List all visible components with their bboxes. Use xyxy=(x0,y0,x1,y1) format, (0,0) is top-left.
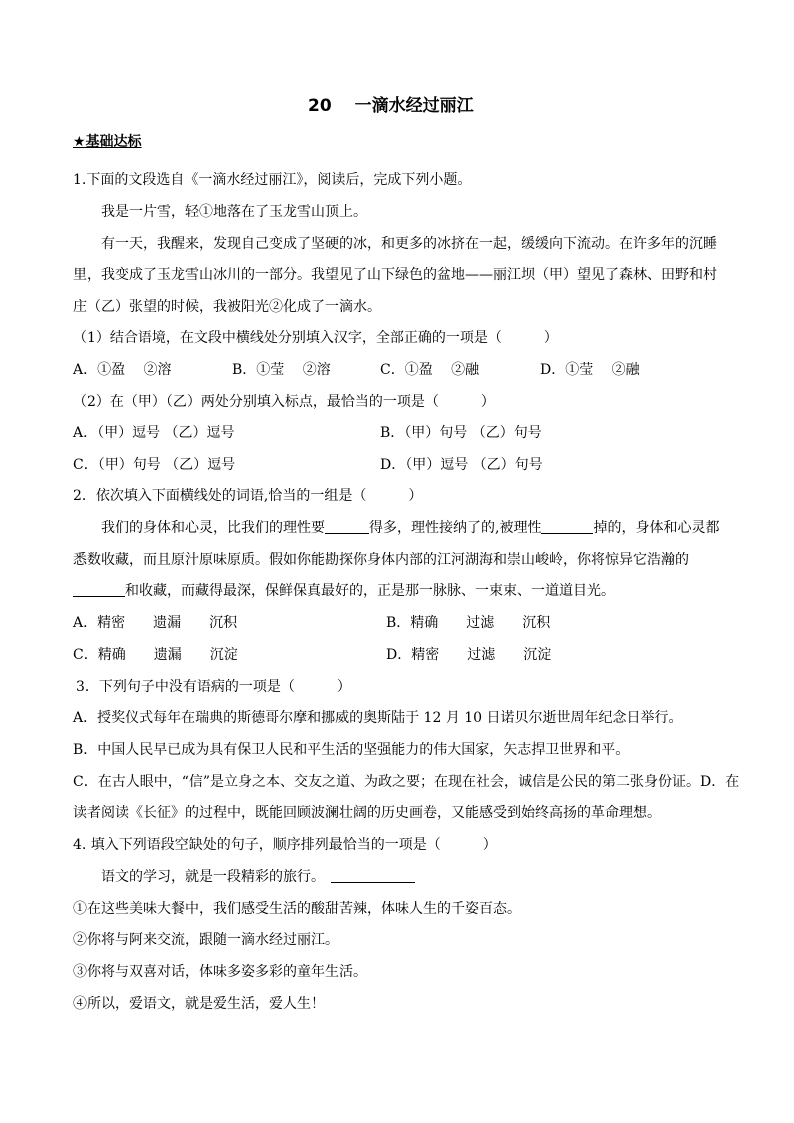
option-word: A．精密 xyxy=(73,615,126,631)
q1-sub2-option-c[interactable]: C．（甲）句号 （乙）逗号 xyxy=(73,457,236,473)
option-word: 遗漏 xyxy=(153,647,182,663)
q2-option-c[interactable] xyxy=(73,645,238,665)
q1-sub1-option-a[interactable]: A．①盈 ②溶 xyxy=(73,362,172,378)
q4-item: ①在这些美味大餐中，我们感受生活的酸甜苦辣，体味人生的千姿百态。 xyxy=(73,901,521,917)
option-word: 沉淀 xyxy=(523,647,552,663)
q1-sub2-stem: （2）在（甲）（乙）两处分别填入标点，最恰当的一项是（ ） xyxy=(73,394,495,410)
q2-option-b[interactable] xyxy=(386,613,550,633)
q3-option-b[interactable]: B．中国人民早已成为具有保卫人民和平生活的坚强能力的伟大国家，矢志捍卫世界和平。 xyxy=(73,742,630,758)
q1-sub1-option-d[interactable]: D．①莹 ②融 xyxy=(540,362,640,378)
option-word: C．精确 xyxy=(73,647,126,663)
option-word: B．精确 xyxy=(386,615,439,631)
q2-passage-text: 和收藏，而藏得最深，保鲜保真最好的，正是那一脉脉、一束束、一道道目光。 xyxy=(125,583,615,599)
question-3-stem: 3．下列句子中没有语病的一项是（ ） xyxy=(76,679,351,695)
option-word: D．精密 xyxy=(386,647,440,663)
question-4-stem: 4. 填入下列语段空缺处的句子，顺序排列最恰当的一项是（ ） xyxy=(73,837,497,853)
q4-intro-text: 语文的学习，就是一段精彩的旅行。 xyxy=(101,869,325,885)
q1-sub1-option-b[interactable]: B．①莹 ②溶 xyxy=(232,362,331,378)
q1-sub2-option-a[interactable]: A．（甲）逗号 （乙）逗号 xyxy=(73,425,235,441)
q4-intro-line xyxy=(101,867,415,887)
q2-passage-text: 我们的身体和心灵，比我们的理性要 xyxy=(101,520,325,536)
q2-option-a[interactable] xyxy=(73,613,237,633)
question-1-stem: 1.下面的文段选自《一滴水经过丽江》，阅读后，完成下列小题。 xyxy=(73,172,472,188)
q3-option-c[interactable]: C．在古人眼中，“信”是立身之本、交友之道、为政之要；在现在社会，诚信是公民的第二张身份证。D．在 xyxy=(73,774,740,790)
option-word: 过滤 xyxy=(466,615,495,631)
q2-passage-line: 悉数收藏，而且原汁原味原质。假如你能勘探你身体内部的江河湖海和崇山峻岭，你将惊异它浩瀚的 xyxy=(73,552,689,568)
q2-passage-text: 得多，理性接纳了的,被理性 xyxy=(369,520,542,536)
q2-passage-line xyxy=(73,581,615,601)
q2-option-d[interactable] xyxy=(386,645,551,665)
section-heading: ★基础达标 xyxy=(73,134,142,150)
q1-sub2-option-b[interactable]: B．（甲）句号 （乙）句号 xyxy=(380,425,542,441)
fill-blank[interactable] xyxy=(541,519,593,534)
page-title: 20 一滴水经过丽江 xyxy=(308,96,474,116)
option-word: 沉淀 xyxy=(209,647,238,663)
q4-item: ④所以，爱语文，就是爱生活，爱人生！ xyxy=(73,996,325,1012)
option-word: 遗漏 xyxy=(153,615,182,631)
fill-blank[interactable] xyxy=(325,519,369,534)
q1-passage-line: 有一天，我醒来，发现自己变成了坚硬的冰，和更多的冰挤在一起，缓缓向下流动。在许多年的沉睡 xyxy=(101,236,717,252)
q1-passage-line: 我是一片雪，轻①地落在了玉龙雪山顶上。 xyxy=(101,204,367,220)
option-word: 过滤 xyxy=(467,647,496,663)
q3-option-a[interactable]: A．授奖仪式每年在瑞典的斯德哥尔摩和挪威的奥斯陆于 12 月 10 日诺贝尔逝世周年纪念日举行。 xyxy=(73,710,683,726)
fill-blank[interactable] xyxy=(73,582,125,597)
q1-passage-line: 里，我变成了玉龙雪山冰川的一部分。我望见了山下绿色的盆地——丽江坝（甲）望见了森林、田野和村 xyxy=(73,267,717,283)
q2-passage-text: 掉的，身体和心灵都 xyxy=(593,520,720,536)
fill-blank[interactable] xyxy=(331,868,415,883)
option-word: 沉积 xyxy=(209,615,238,631)
q1-sub1-stem: （1）结合语境，在文段中横线处分别填入汉字，全部正确的一项是（ ） xyxy=(73,330,558,346)
q4-item: ②你将与阿来交流，跟随一滴水经过丽江。 xyxy=(73,932,339,948)
question-2-stem: 2．依次填入下面横线处的词语,恰当的一组是（ ） xyxy=(73,488,423,504)
q4-item: ③你将与双喜对话，体味多姿多彩的童年生活。 xyxy=(73,964,367,980)
q2-passage-line xyxy=(101,518,719,538)
q3-option-d[interactable]: 读者阅读《长征》的过程中，既能回顾波澜壮阔的历史画卷，又能感受到始终高扬的革命理想。 xyxy=(73,805,661,821)
option-word: 沉积 xyxy=(522,615,551,631)
q1-sub1-option-c[interactable]: C．①盈 ②融 xyxy=(380,362,480,378)
q1-sub2-option-d[interactable]: D．（甲）逗号 （乙）句号 xyxy=(380,457,543,473)
q1-passage-line: 庄（乙）张望的时候，我被阳光②化成了一滴水。 xyxy=(73,299,381,315)
